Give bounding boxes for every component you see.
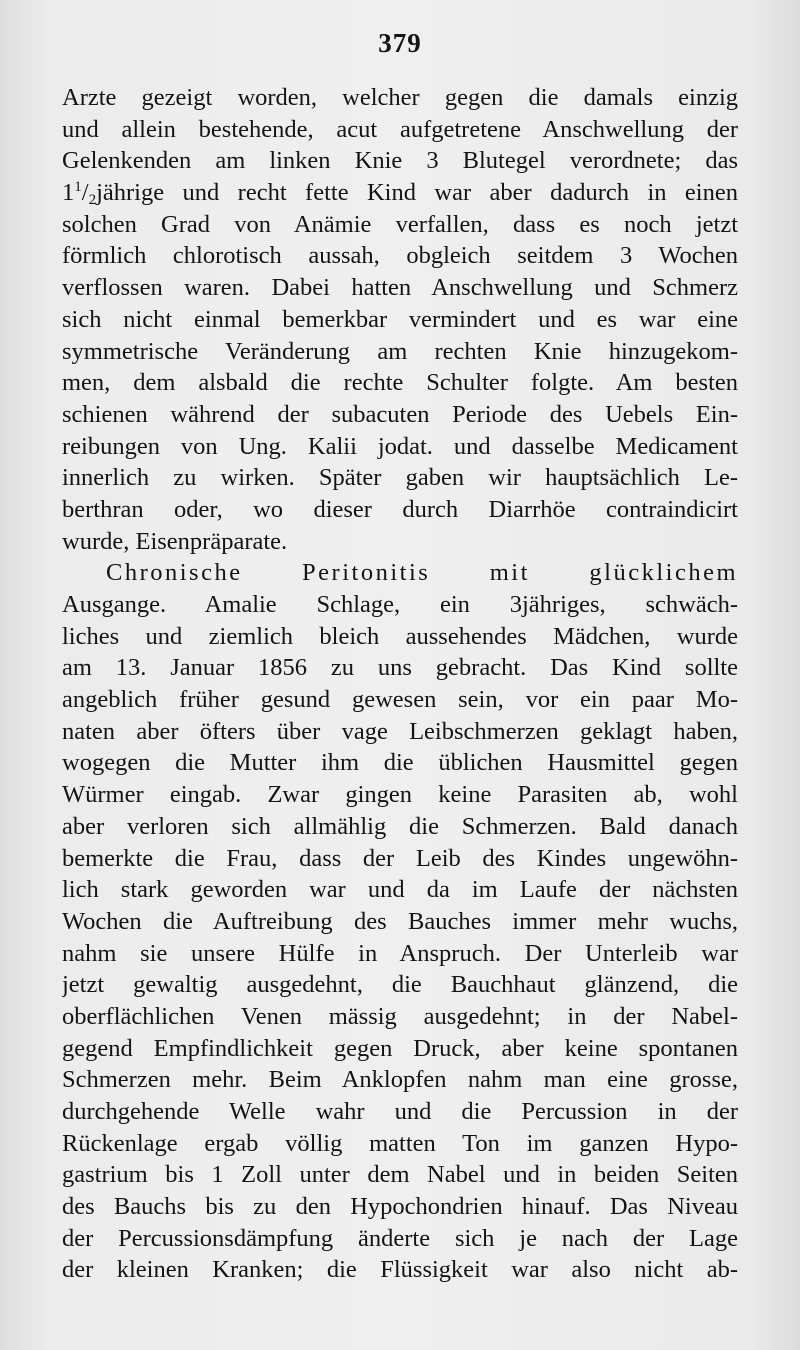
text-line: verflossen waren. Dabei hatten Anschwellung und Schmerz [62, 274, 738, 302]
text-line: Rückenlage ergab völlig matten Ton im ganzen Hypo- [62, 1129, 738, 1157]
text-line: Schmerzen mehr. Beim Anklopfen nahm man eine grosse, [62, 1066, 738, 1094]
text-line: am 13. Januar 1856 zu uns gebracht. Das Kind sollte [62, 654, 738, 682]
text-line: liches und ziemlich bleich aussehendes Mädchen, wurde [62, 622, 738, 650]
text-line: nahm sie unsere Hülfe in Anspruch. Der Unterleib war [62, 939, 738, 967]
text-line: wurde, Eisenpräparate. [62, 527, 288, 555]
text-line: solchen Grad von Anämie verfallen, dass es noch jetzt [62, 210, 738, 238]
text-line: men, dem alsbald die rechte Schulter folgte. Am besten [62, 369, 738, 397]
line-text: jährige und recht fette Kind war aber dadurch in einen [96, 179, 738, 207]
text-line: Wochen die Auftreibung des Bauches immer mehr wuchs, [62, 907, 738, 935]
text-line: förmlich chlorotisch aussah, obgleich seitdem 3 Wochen [62, 242, 738, 270]
body-text [62, 82, 738, 1286]
text-line: gastrium bis 1 Zoll unter dem Nabel und in beiden Seiten [62, 1161, 738, 1189]
text-line: durchgehende Welle wahr und die Percussion in der [62, 1098, 738, 1125]
text-line: der kleinen Kranken; die Flüssigkeit war also nicht ab- [62, 1256, 738, 1284]
text-line: naten aber öfters über vage Leibschmerzen geklagt haben, [62, 717, 738, 745]
text-line: oberflächlichen Venen mässig ausgedehnt; in der Nabel- [62, 1002, 738, 1030]
text-line: der Percussionsdämpfung änderte sich je nach der Lage [62, 1224, 738, 1252]
text-line: Würmer eingab. Zwar gingen keine Parasiten ab, wohl [62, 781, 738, 809]
text-line: sich nicht einmal bemerkbar vermindert und es war eine [62, 305, 738, 333]
text-line: bemerkte die Frau, dass der Leib des Kindes ungewöhn- [62, 844, 738, 872]
fraction-slash: / [81, 179, 89, 207]
fraction-numerator: 1 [74, 179, 82, 196]
text-line: aber verloren sich allmählig die Schmerzen. Bald danach [62, 812, 738, 840]
text-line: Arzte gezeigt worden, welcher gegen die damals einzig [62, 84, 738, 111]
text-line: wogegen die Mutter ihm die üblichen Hausmittel gegen [62, 749, 738, 777]
text-line: des Bauchs bis zu den Hypochondrien hinauf. Das Niveau [62, 1193, 738, 1221]
text-line-with-fraction [62, 177, 738, 209]
text-line: reibungen von Ung. Kalii jodat. und dasselbe Medicament [62, 432, 738, 460]
text-line: gegend Empfindlichkeit gegen Druck, aber keine spontanen [62, 1034, 738, 1062]
fraction-denominator: 2 [88, 192, 97, 209]
text-line: symmetrische Veränderung am rechten Knie hinzugekom- [62, 337, 738, 365]
text-line: innerlich zu wirken. Später gaben wir hauptsächlich Le- [62, 464, 738, 492]
text-line: angeblich früher gesund gewesen sein, vor ein paar Mo- [62, 686, 738, 714]
text-line: berthran oder, wo dieser durch Diarrhöe contraindicirt [62, 495, 738, 523]
text-line: Ausgange. Amalie Schlage, ein 3jähriges, schwäch- [62, 591, 738, 618]
text-line: lich stark geworden war und da im Laufe der nächsten [62, 876, 738, 904]
section-heading-line: Chronische Peritonitis mit glücklichem [106, 559, 738, 587]
text-line: und allein bestehende, acut aufgetretene Anschwellung der [62, 115, 738, 143]
text-line: schienen während der subacuten Periode des Uebels Ein- [62, 400, 738, 428]
fraction-whole: 1 [62, 179, 75, 207]
text-line: jetzt gewaltig ausgedehnt, die Bauchhaut glänzend, die [62, 971, 738, 999]
page-number: 379 [378, 28, 422, 58]
text-line: Gelenkenden am linken Knie 3 Blutegel verordnete; das [62, 147, 738, 175]
